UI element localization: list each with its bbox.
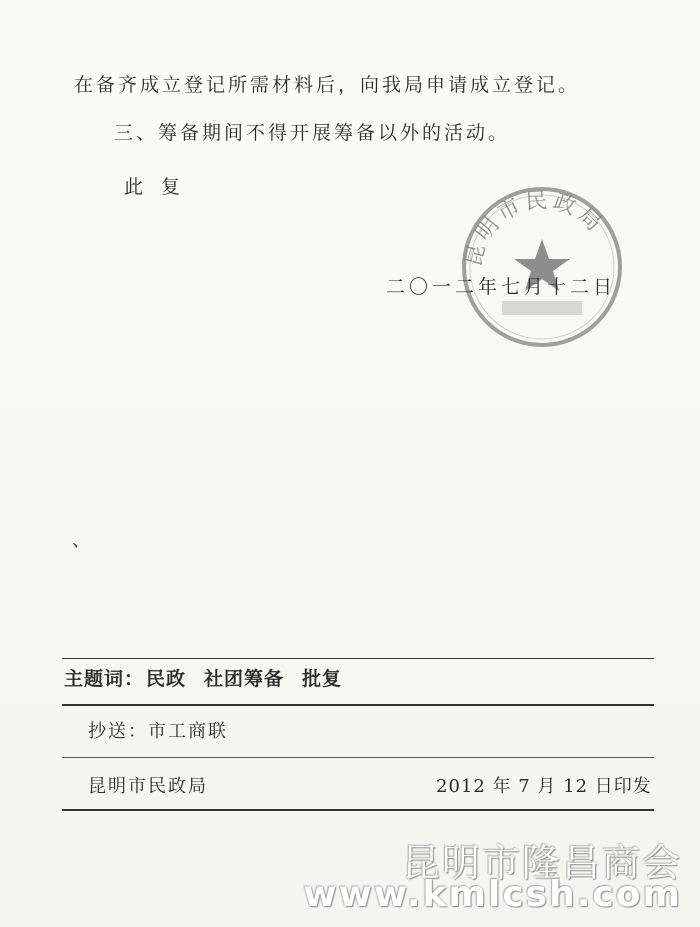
cc-rule: [62, 757, 654, 758]
cc-line: [88, 717, 228, 743]
subject-term: 社团筹备: [204, 668, 285, 690]
svg-text:昆明市民政局: [461, 188, 609, 269]
cc-value: 市工商联: [148, 721, 228, 742]
footer-top-rule: [62, 658, 654, 659]
cc-label: 抄送：: [88, 721, 148, 742]
issue-date: 2012 年 7 月 12 日印发: [436, 776, 652, 797]
watermark-title: 昆明市隆昌商会: [401, 841, 682, 885]
subject-rule: [62, 704, 654, 706]
reply-phrase: 此 复: [124, 176, 187, 198]
seal-text: 昆明市民政局: [461, 188, 609, 270]
issuer: 昆明市民政局: [88, 776, 208, 797]
stray-mark: 、: [72, 530, 90, 551]
subject-term: 民政: [146, 668, 187, 690]
body-line-2: 三、筹备期间不得开展筹备以外的活动。: [114, 122, 511, 144]
subject-keywords: [64, 664, 360, 691]
body-line-1: 在备齐成立登记所需材料后，向我局申请成立登记。: [74, 74, 581, 96]
subject-term: 批复: [302, 668, 343, 690]
footer-bottom-rule: [62, 809, 654, 811]
subject-label: 主题词：: [64, 668, 145, 690]
official-seal: [458, 183, 626, 351]
signature-date: 二〇一二年七月十二日: [386, 276, 617, 298]
watermark-url: www.kmlcsh.com: [303, 874, 682, 915]
